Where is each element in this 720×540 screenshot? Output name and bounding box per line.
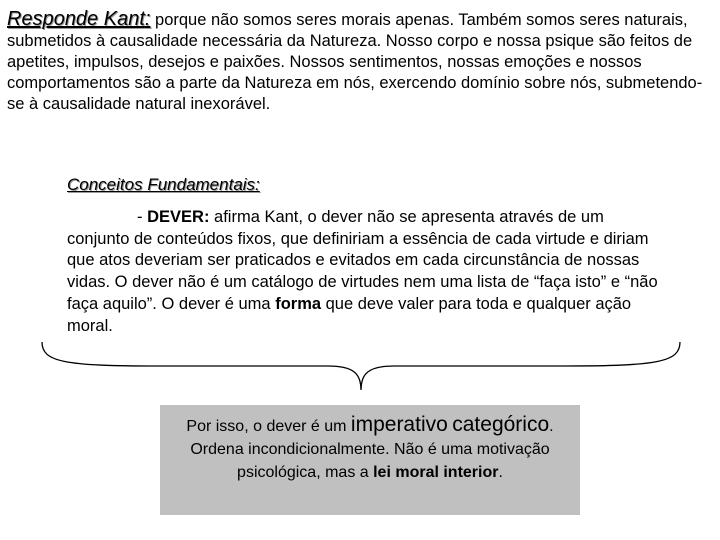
concepts-text-after: que deve valer para toda e qualquer ação moral. bbox=[67, 294, 632, 335]
callout-box bbox=[160, 405, 580, 515]
intro-text: porque não somos seres morais apenas. Também somos seres naturais, submetidos à causalidade necessária da Natureza. Nosso corpo e nossa psique são feitos de apetites, impulsos, desejos e paixões. Nossos sentimentos, nossas emoções e nossos comportamentos são a parte da Natureza em nós, exercendo domínio sobre nós, submetendo-se à causalidade natural inexorável. bbox=[7, 11, 703, 113]
concepts-dash: - bbox=[137, 208, 148, 226]
curly-brace bbox=[38, 340, 684, 396]
intro-heading: Responde Kant bbox=[7, 8, 145, 30]
callout-text-1: Por isso, o dever é um bbox=[186, 418, 351, 435]
callout-text-2: . Ordena incondicionalmente. Não é uma motivação psicológica, mas a bbox=[190, 418, 554, 481]
callout-imperativo: imperativo bbox=[350, 413, 448, 436]
callout-categorico: categórico bbox=[452, 413, 550, 436]
concepts-term: DEVER: bbox=[147, 208, 210, 226]
callout-lei-moral: lei moral interior bbox=[373, 464, 499, 481]
concepts-forma: forma bbox=[275, 294, 322, 313]
intro-heading-colon: : bbox=[144, 8, 151, 30]
concepts-paragraph bbox=[67, 207, 667, 337]
concepts-title: Conceitos Fundamentais: bbox=[67, 175, 260, 194]
intro-paragraph bbox=[7, 9, 707, 115]
callout-end: . bbox=[498, 464, 503, 481]
concepts-text-before: afirma Kant, o dever não se apresenta através de um conjunto de conteúdos fixos, que definiriam a essência de cada virtude e diriam que atos deveriam ser praticados e evitados em cada circunstância de nossas vidas. O dever não é um catálogo de virtudes nem uma lista de “faça isto” e “não faça aquilo”. O dever é uma bbox=[67, 208, 658, 313]
